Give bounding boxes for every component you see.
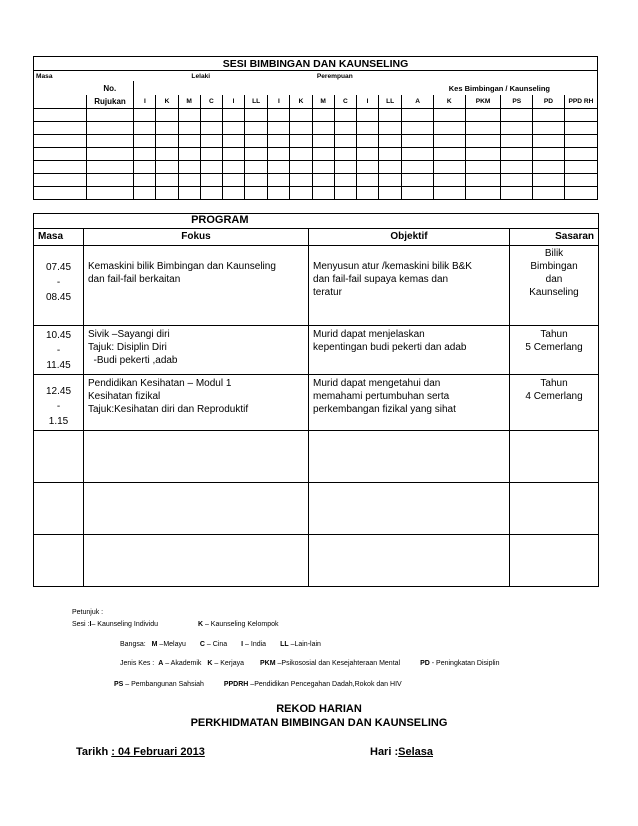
case-column-header: I xyxy=(268,95,290,109)
bangsa-legend: Bangsa: M –Melayu C – Cina I – India LL –Lain-lain xyxy=(120,641,321,648)
petunjuk-label: Petunjuk : xyxy=(72,609,104,616)
session-row xyxy=(34,187,598,200)
hari: Hari :Selasa xyxy=(370,746,433,758)
program-fokus: Kemaskini bilik Bimbingan dan Kaunseling dan fail-fail berkaitan xyxy=(84,246,309,326)
hari-value: Selasa xyxy=(398,746,433,758)
program-fokus-header: Fokus xyxy=(84,229,309,246)
kes-header: Kes Bimbingan / Kaunseling xyxy=(402,81,598,95)
program-title: PROGRAM xyxy=(34,214,309,229)
program-fokus: Pendidikan Kesihatan – Modul 1 Kesihatan fizikal Tajuk:Kesihatan diri dan Reproduktif xyxy=(84,375,309,431)
program-sasaran: Bilik Bimbingan dan Kaunseling xyxy=(510,246,599,326)
perempuan-header: Perempuan xyxy=(268,71,402,82)
program-row xyxy=(34,326,599,375)
ps-ppdrh-legend: PS – Pembangunan Sahsiah PPDRH –Pendidikan Pencegahan Dadah,Rokok dan HIV xyxy=(114,681,402,688)
program-masa xyxy=(34,431,84,483)
case-column-header: I xyxy=(356,95,378,109)
session-row xyxy=(34,148,598,161)
lelaki-header: Lelaki xyxy=(134,71,268,82)
session-row xyxy=(34,161,598,174)
program-sasaran: Tahun 4 Cemerlang xyxy=(510,375,599,431)
program-fokus xyxy=(84,483,309,535)
case-column-header: PKM xyxy=(465,95,501,109)
tarikh: Tarikh : 04 Februari 2013 xyxy=(76,746,205,758)
session-row xyxy=(34,135,598,148)
program-masa: 10.45 - 11.45 xyxy=(34,326,84,375)
program-objektif xyxy=(309,535,510,587)
program-fokus: Sivik –Sayangi diri Tajuk: Disiplin Diri -Budi pekerti ,adab xyxy=(84,326,309,375)
case-column-header: PPD RH xyxy=(564,95,597,109)
sesi-legend: Sesi :I– Kaunseling Individu K – Kaunseling Kelompok xyxy=(72,621,279,628)
perkhidmatan-title: PERKHIDMATAN BIMBINGAN DAN KAUNSELING xyxy=(190,717,448,729)
case-column-header: K xyxy=(433,95,465,109)
rekod-harian-title: REKOD HARIAN xyxy=(276,703,362,715)
tarikh-value: : 04 Februari 2013 xyxy=(111,746,205,758)
rujukan-header: Rujukan xyxy=(86,95,134,109)
case-column-header: I xyxy=(134,95,156,109)
session-row xyxy=(34,174,598,187)
case-column-header: LL xyxy=(379,95,402,109)
program-row xyxy=(34,431,599,483)
case-column-header: M xyxy=(312,95,334,109)
case-column-header: C xyxy=(334,95,356,109)
program-fokus xyxy=(84,431,309,483)
case-column-header: LL xyxy=(245,95,268,109)
case-column-header: M xyxy=(178,95,200,109)
masa-header: Masa xyxy=(34,71,87,82)
case-column-header: PS xyxy=(501,95,533,109)
jenis-legend: Jenis Kes : A – Akademik K – Kerjaya PKM –Psikososial dan Kesejahteraan Mental PD - Peningkatan Disiplin xyxy=(120,660,500,667)
case-column-header: A xyxy=(402,95,434,109)
program-row xyxy=(34,375,599,431)
program-objektif: Menyusun atur /kemaskini bilik B&K dan fail-fail supaya kemas dan teratur xyxy=(309,246,510,326)
case-column-header: K xyxy=(156,95,178,109)
program-sasaran xyxy=(510,431,599,483)
program-objektif xyxy=(309,431,510,483)
program-sasaran: Tahun 5 Cemerlang xyxy=(510,326,599,375)
case-column-header: I xyxy=(222,95,244,109)
program-table xyxy=(33,213,599,587)
program-sasaran-header: Sasaran xyxy=(510,229,599,246)
program-row xyxy=(34,535,599,587)
session-table xyxy=(33,56,598,200)
session-row xyxy=(34,109,598,122)
program-masa xyxy=(34,535,84,587)
program-masa: 12.45 - 1.15 xyxy=(34,375,84,431)
program-objektif: Murid dapat mengetahui dan memahami pertumbuhan serta perkembangan fizikal yang sihat xyxy=(309,375,510,431)
no-header: No. xyxy=(86,81,134,95)
program-masa xyxy=(34,483,84,535)
program-fokus xyxy=(84,535,309,587)
program-objektif-header: Objektif xyxy=(309,229,510,246)
program-sasaran xyxy=(510,483,599,535)
program-objektif: Murid dapat menjelaskan kepentingan budi pekerti dan adab xyxy=(309,326,510,375)
program-row xyxy=(34,483,599,535)
case-column-header: PD xyxy=(533,95,565,109)
case-column-header: K xyxy=(290,95,312,109)
program-sasaran xyxy=(510,535,599,587)
program-row xyxy=(34,246,599,326)
session-title: SESI BIMBINGAN DAN KAUNSELING xyxy=(34,57,598,71)
case-column-header: C xyxy=(200,95,222,109)
program-objektif xyxy=(309,483,510,535)
program-masa: 07.45 - 08.45 xyxy=(34,246,84,326)
program-masa-header: Masa xyxy=(34,229,84,246)
session-row xyxy=(34,122,598,135)
